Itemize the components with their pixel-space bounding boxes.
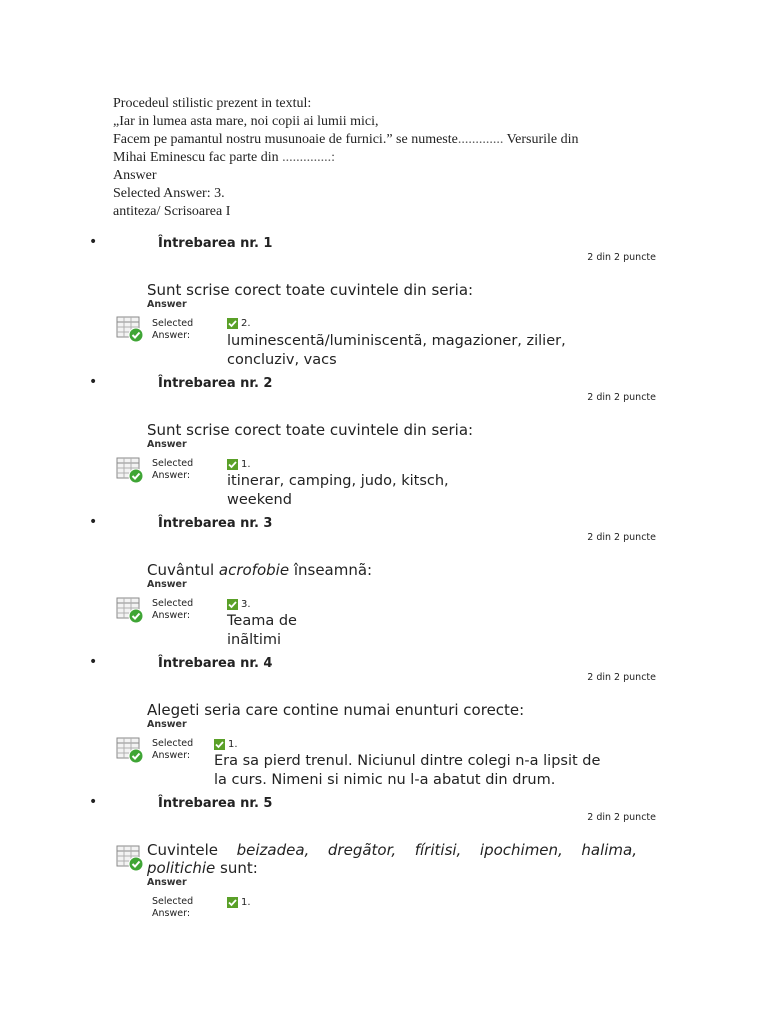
selected-number: 1.	[214, 739, 238, 750]
question-header	[0, 514, 768, 543]
bullet: •	[89, 794, 98, 810]
answer-label: Answer	[147, 439, 187, 450]
check-icon	[227, 459, 238, 470]
intro-line: „Iar in lumea asta mare, noi copii ai lumii mici,	[113, 114, 379, 129]
bullet: •	[89, 374, 98, 390]
question-title: Întrebarea nr. 4	[158, 656, 273, 671]
selected-answer-label: Selected Answer:	[152, 896, 194, 919]
bullet: •	[89, 514, 98, 530]
selected-answer-text: luminescentã/luminiscentã, magazioner, zilier, concluziv, vacs	[227, 333, 566, 368]
answer-label: Answer	[147, 299, 187, 310]
selected-number: 2.	[227, 318, 251, 329]
question-title: Întrebarea nr. 1	[158, 236, 273, 251]
question-points: 2 din 2 puncte	[587, 812, 656, 823]
selected-answer-text: itinerar, camping, judo, kitsch, weekend	[227, 473, 449, 508]
graded-answer-icon	[116, 597, 144, 624]
question-points: 2 din 2 puncte	[587, 392, 656, 403]
check-icon	[227, 599, 238, 610]
intro-selected-answer: Selected Answer: 3.	[113, 186, 225, 201]
question-text: Cuvântul acrofobie înseamnã:	[147, 561, 373, 579]
intro-line: Mihai Eminescu fac parte din ..............:	[113, 150, 335, 165]
question-points: 2 din 2 puncte	[587, 532, 656, 543]
selected-number: 1.	[227, 897, 251, 908]
graded-answer-icon	[116, 316, 144, 343]
selected-number: 1.	[227, 459, 251, 470]
selected-answer-text: Teama de inãltimi	[227, 613, 297, 648]
question-text: Cuvintele beizadea, dregãtor, fíritisi, ipochimen, halima, politichie sunt:	[147, 841, 637, 877]
question-header	[0, 654, 768, 683]
question-points: 2 din 2 puncte	[587, 672, 656, 683]
selected-number: 3.	[227, 599, 251, 610]
answer-label: Answer	[147, 579, 187, 590]
question-text: Alegeti seria care contine numai enunturi corecte:	[147, 701, 525, 719]
intro-line: Procedeul stilistic prezent in textul:	[113, 96, 312, 111]
question-title: Întrebarea nr. 5	[158, 796, 273, 811]
answer-label: Answer	[147, 877, 187, 888]
question-header	[0, 374, 768, 403]
selected-answer-label: Selected Answer:	[152, 458, 194, 481]
selected-answer-label: Selected Answer:	[152, 598, 194, 621]
check-icon	[227, 318, 238, 329]
question-points: 2 din 2 puncte	[587, 252, 656, 263]
graded-answer-icon	[116, 737, 144, 764]
intro-text	[113, 95, 673, 221]
selected-answer-label: Selected Answer:	[152, 318, 194, 341]
bullet: •	[89, 234, 98, 250]
question-title: Întrebarea nr. 2	[158, 376, 273, 391]
selected-answer-text: Era sa pierd trenul. Niciunul dintre colegi n-a lipsit de la curs. Nimeni si nimic nu l-a abatut din drum.	[214, 753, 601, 788]
graded-answer-icon	[116, 845, 144, 872]
intro-line: Facem pe pamantul nostru musunoaie de furnici.” se numeste............. Versurile din	[113, 132, 579, 147]
bullet: •	[89, 654, 98, 670]
graded-answer-icon	[116, 457, 144, 484]
check-icon	[227, 897, 238, 908]
question-text: Sunt scrise corect toate cuvintele din seria:	[147, 281, 474, 299]
question-header	[0, 794, 768, 823]
question-header	[0, 234, 768, 263]
answer-label: Answer	[147, 719, 187, 730]
intro-answer-value: antiteza/ Scrisoarea I	[113, 204, 231, 219]
intro-answer-label: Answer	[113, 168, 157, 183]
selected-answer-label: Selected Answer:	[152, 738, 194, 761]
question-title: Întrebarea nr. 3	[158, 516, 273, 531]
question-text: Sunt scrise corect toate cuvintele din seria:	[147, 421, 474, 439]
check-icon	[214, 739, 225, 750]
